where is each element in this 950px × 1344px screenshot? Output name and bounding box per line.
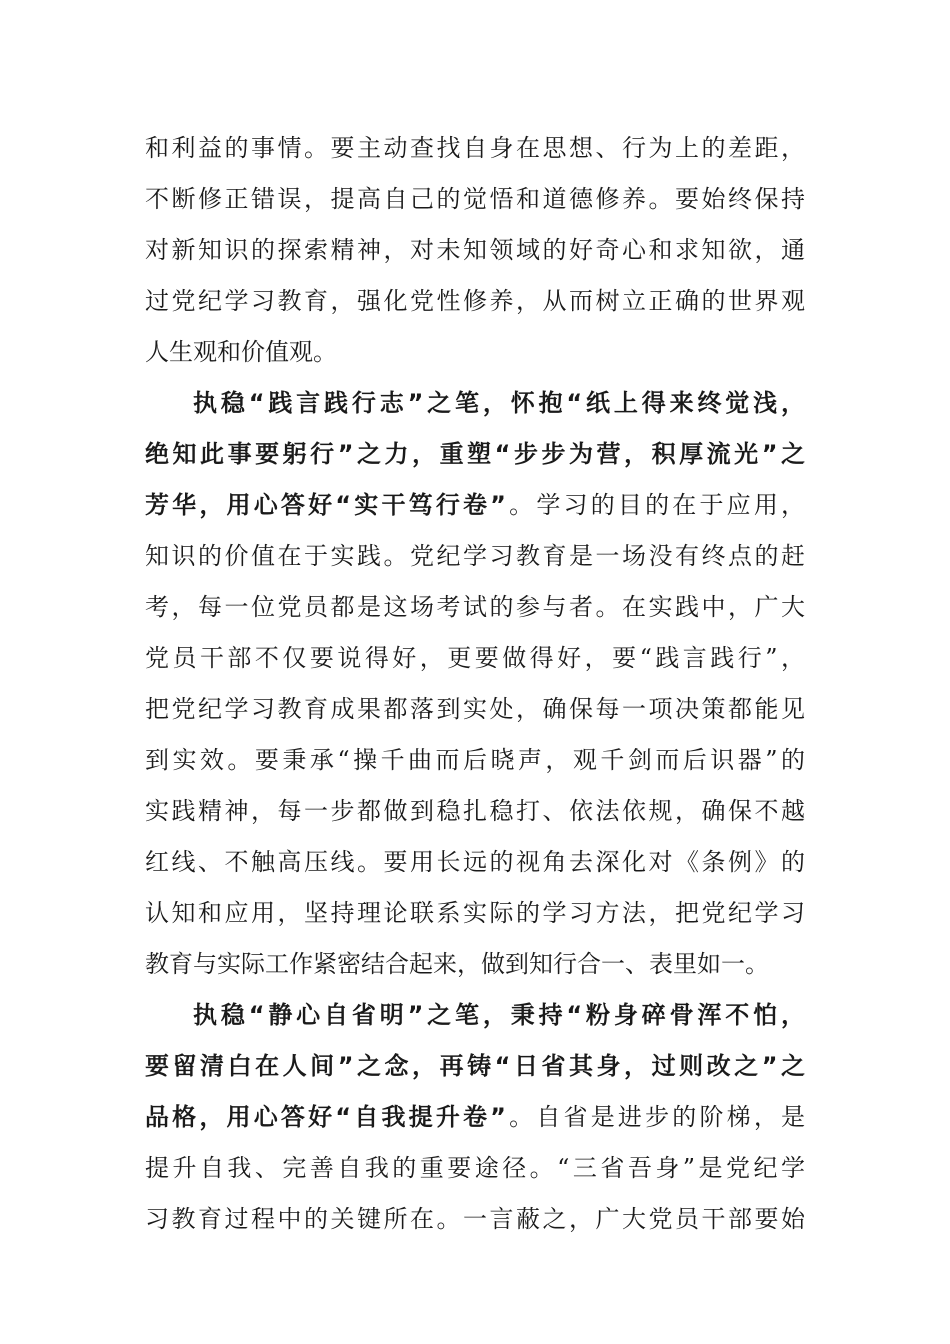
- paragraph-3-line-5: 习教育过程中的关键所在。一言蔽之，广大党员干部要始: [145, 1205, 805, 1233]
- paragraph-2-line-12: 教育与实际工作紧密结合起来，做到知行合一、表里如一。: [145, 950, 769, 978]
- paragraph-2-line-8: 到实效。要秉承“操千曲而后晓声，观千剑而后识器”的: [145, 746, 805, 774]
- paragraph-2-line-3: [145, 485, 805, 525]
- paragraph-2-line-7: 把党纪学习教育成果都落到实处，确保每一项决策都能见: [145, 695, 805, 723]
- paragraph-3-heading-line-2: 要留清白在人间”之念，再铸“日省其身，过则改之”之: [145, 1052, 805, 1080]
- paragraph-3-heading-line-1: 执稳“静心自省明”之笔，秉持“粉身碎骨浑不怕，: [193, 1001, 805, 1029]
- paragraph-1-line-3: 对新知识的探索精神，对未知领域的好奇心和求知欲，通: [145, 236, 805, 264]
- paragraph-1-line-4: 过党纪学习教育，强化党性修养，从而树立正确的世界观: [145, 287, 805, 315]
- paragraph-2-line-5: 考，每一位党员都是这场考试的参与者。在实践中，广大: [145, 593, 805, 621]
- paragraph-1-line-5: 人生观和价值观。: [145, 338, 337, 366]
- paragraph-3-line-3-rest: 。自省是进步的阶梯，是: [505, 1103, 806, 1131]
- paragraph-2-line-11: 认知和应用，坚持理论联系实际的学习方法，把党纪学习: [145, 899, 805, 927]
- paragraph-2-line-4: 知识的价值在于实践。党纪学习教育是一场没有终点的赶: [145, 542, 805, 570]
- paragraph-2-heading-line-3: 芳华，用心答好“实干笃行卷”: [145, 491, 506, 519]
- paragraph-3-line-3: [145, 1097, 805, 1137]
- paragraph-2-heading-line-1: 执稳“践言践行志”之笔，怀抱“纸上得来终觉浅，: [193, 389, 805, 417]
- paragraph-3-line-4: 提升自我、完善自我的重要途径。“三省吾身”是党纪学: [145, 1154, 805, 1182]
- paragraph-2-line-6: 党员干部不仅要说得好，更要做得好，要“践言践行”，: [145, 644, 805, 672]
- paragraph-2-heading-line-2: 绝知此事要躬行”之力，重塑“步步为营，积厚流光”之: [145, 440, 805, 468]
- paragraph-2-line-3-rest: 。学习的目的在于应用，: [505, 491, 806, 519]
- paragraph-3-heading-line-3: 品格，用心答好“自我提升卷”: [145, 1103, 506, 1131]
- paragraph-1-line-1: 和利益的事情。要主动查找自身在思想、行为上的差距，: [145, 134, 805, 162]
- paragraph-2-line-9: 实践精神，每一步都做到稳扎稳打、依法依规，确保不越: [145, 797, 805, 825]
- paragraph-2-line-10: 红线、不触高压线。要用长远的视角去深化对《条例》的: [145, 848, 805, 876]
- paragraph-1-line-2: 不断修正错误，提高自己的觉悟和道德修养。要始终保持: [145, 185, 805, 213]
